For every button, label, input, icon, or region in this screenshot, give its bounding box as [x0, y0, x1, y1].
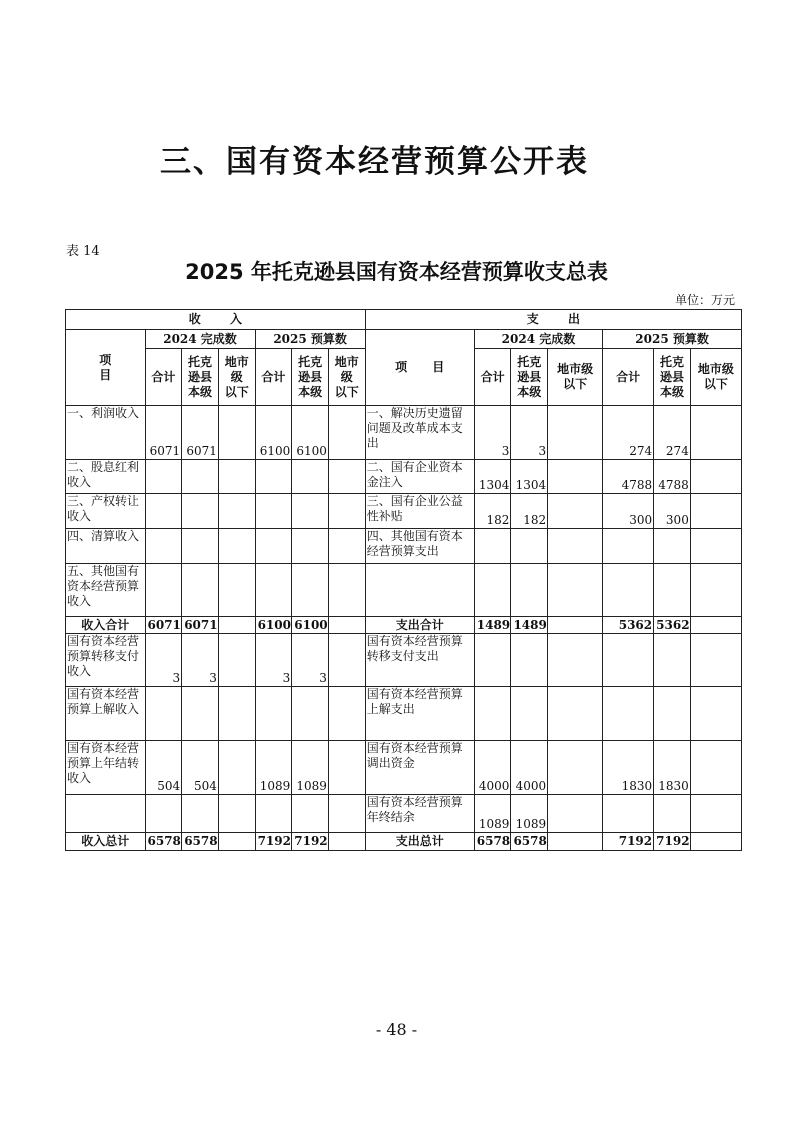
summary-row	[66, 833, 742, 851]
income-value-cell: 7192	[292, 833, 329, 851]
income-value-cell	[255, 687, 292, 741]
expense-item-label: 国有资本经营预算调出资金	[365, 741, 474, 795]
expense-value-cell: 4000	[511, 741, 548, 795]
income-value-cell	[218, 741, 255, 795]
expense-value-cell	[548, 795, 603, 833]
income-item-label: 一、利润收入	[66, 406, 146, 460]
income-value-cell: 504	[182, 741, 219, 795]
income-value-cell	[145, 795, 182, 833]
col-city: 地市 级 以下	[218, 349, 255, 406]
expense-item-label: 国有资本经营预算上解支出	[365, 687, 474, 741]
income-value-cell	[328, 529, 365, 564]
table-row	[66, 529, 742, 564]
expense-item-label: 国有资本经营预算年终结余	[365, 795, 474, 833]
expense-value-cell	[690, 687, 741, 741]
income-value-cell: 6071	[182, 406, 219, 460]
expense-value-cell	[511, 529, 548, 564]
income-value-cell	[328, 833, 365, 851]
expense-value-cell	[690, 406, 741, 460]
col-total: 合计	[145, 349, 182, 406]
expense-item-label: 二、国有企业资本金注入	[365, 460, 474, 494]
income-value-cell	[218, 687, 255, 741]
income-item-label: 收入总计	[66, 833, 146, 851]
income-value-cell: 6100	[292, 617, 329, 634]
table-body	[66, 310, 742, 851]
expense-section-header: 支 出	[365, 310, 741, 330]
expense-item-label: 支出总计	[365, 833, 474, 851]
table-row	[66, 460, 742, 494]
income-value-cell	[292, 460, 329, 494]
income-value-cell	[292, 795, 329, 833]
expense-value-cell	[690, 460, 741, 494]
expense-value-cell: 6578	[474, 833, 511, 851]
expense-item-label	[365, 564, 474, 617]
expense-value-cell	[654, 687, 691, 741]
income-value-cell	[145, 460, 182, 494]
income-value-cell	[218, 494, 255, 529]
table-row	[66, 494, 742, 529]
expense-value-cell	[511, 634, 548, 687]
income-value-cell	[255, 460, 292, 494]
expense-item-label: 一、解决历史遗留问题及改革成本支出	[365, 406, 474, 460]
income-section-header: 收 入	[66, 310, 366, 330]
expense-value-cell	[474, 634, 511, 687]
income-item-header: 项 目	[66, 330, 146, 406]
expense-value-cell: 1089	[511, 795, 548, 833]
income-value-cell	[328, 687, 365, 741]
expense-value-cell: 3	[511, 406, 548, 460]
expense-value-cell	[690, 795, 741, 833]
income-value-cell	[328, 494, 365, 529]
income-value-cell	[328, 741, 365, 795]
col-city: 地市级 以下	[548, 349, 603, 406]
income-value-cell	[328, 795, 365, 833]
income-value-cell	[328, 460, 365, 494]
income-value-cell: 6578	[182, 833, 219, 851]
expense-value-cell	[548, 617, 603, 634]
expense-value-cell	[690, 529, 741, 564]
expense-value-cell	[690, 741, 741, 795]
col-city: 地市 级 以下	[328, 349, 365, 406]
summary-row	[66, 617, 742, 634]
expense-item-label: 四、其他国有资本经营预算支出	[365, 529, 474, 564]
income-value-cell: 3	[145, 634, 182, 687]
income-value-cell	[328, 564, 365, 617]
expense-value-cell: 1830	[603, 741, 654, 795]
expense-value-cell	[690, 833, 741, 851]
expense-value-cell: 1830	[654, 741, 691, 795]
income-item-label: 收入合计	[66, 617, 146, 634]
income-value-cell: 504	[145, 741, 182, 795]
table-row	[66, 564, 742, 617]
expense-value-cell: 7192	[654, 833, 691, 851]
income-value-cell	[255, 494, 292, 529]
income-value-cell	[218, 406, 255, 460]
expense-item-label: 支出合计	[365, 617, 474, 634]
expense-value-cell	[548, 833, 603, 851]
income-item-label	[66, 795, 146, 833]
expense-2024-header: 2024 完成数	[474, 330, 602, 349]
expense-value-cell	[511, 687, 548, 741]
expense-value-cell	[603, 564, 654, 617]
expense-value-cell: 5362	[603, 617, 654, 634]
income-item-label: 国有资本经营预算上年结转收入	[66, 741, 146, 795]
income-item-label: 五、其他国有资本经营预算收入	[66, 564, 146, 617]
expense-value-cell	[548, 406, 603, 460]
expense-value-cell	[548, 741, 603, 795]
expense-value-cell	[690, 634, 741, 687]
income-value-cell	[182, 460, 219, 494]
expense-value-cell	[603, 795, 654, 833]
income-value-cell	[145, 687, 182, 741]
income-value-cell	[218, 617, 255, 634]
expense-value-cell	[548, 460, 603, 494]
expense-value-cell: 182	[474, 494, 511, 529]
expense-value-cell: 6578	[511, 833, 548, 851]
unit-label: 单位：万元	[674, 293, 735, 307]
income-item-label: 国有资本经营预算上解收入	[66, 687, 146, 741]
income-value-cell	[218, 460, 255, 494]
expense-item-label: 三、国有企业公益性补贴	[365, 494, 474, 529]
col-city: 地市级 以下	[690, 349, 741, 406]
expense-value-cell	[690, 494, 741, 529]
expense-value-cell	[474, 529, 511, 564]
header-row-groups	[66, 330, 742, 349]
income-value-cell	[218, 634, 255, 687]
expense-value-cell	[603, 529, 654, 564]
income-value-cell: 6071	[145, 617, 182, 634]
budget-summary-table	[65, 309, 742, 851]
expense-value-cell: 274	[654, 406, 691, 460]
income-value-cell: 6071	[182, 617, 219, 634]
expense-value-cell: 300	[654, 494, 691, 529]
expense-value-cell: 300	[603, 494, 654, 529]
expense-value-cell	[474, 687, 511, 741]
table-number: 表 14	[66, 244, 100, 259]
expense-2025-header: 2025 预算数	[603, 330, 742, 349]
expense-item-label: 国有资本经营预算转移支付支出	[365, 634, 474, 687]
income-value-cell	[182, 529, 219, 564]
col-county: 托克 逊县 本级	[292, 349, 329, 406]
table-row	[66, 795, 742, 833]
income-value-cell: 1089	[292, 741, 329, 795]
expense-value-cell: 1304	[511, 460, 548, 494]
income-value-cell	[182, 494, 219, 529]
expense-value-cell	[548, 564, 603, 617]
income-value-cell	[255, 529, 292, 564]
expense-value-cell	[690, 617, 741, 634]
income-value-cell	[328, 406, 365, 460]
expense-value-cell: 274	[603, 406, 654, 460]
income-value-cell	[182, 795, 219, 833]
income-value-cell	[182, 687, 219, 741]
income-2024-header: 2024 完成数	[145, 330, 255, 349]
expense-value-cell	[603, 634, 654, 687]
expense-value-cell: 4788	[654, 460, 691, 494]
col-county: 托克 逊县 本级	[654, 349, 691, 406]
income-value-cell: 3	[182, 634, 219, 687]
expense-value-cell: 1089	[474, 795, 511, 833]
table-row	[66, 406, 742, 460]
header-row-sections	[66, 310, 742, 330]
income-value-cell	[292, 687, 329, 741]
income-value-cell	[218, 529, 255, 564]
expense-value-cell: 182	[511, 494, 548, 529]
income-value-cell	[255, 795, 292, 833]
expense-value-cell: 1304	[474, 460, 511, 494]
expense-value-cell	[548, 494, 603, 529]
expense-value-cell	[654, 529, 691, 564]
table-row	[66, 687, 742, 741]
income-value-cell	[292, 494, 329, 529]
income-item-label: 三、产权转让收入	[66, 494, 146, 529]
income-value-cell: 6100	[255, 617, 292, 634]
page-heading: 三、国有资本经营预算公开表	[160, 144, 589, 180]
table-title: 2025 年托克逊县国有资本经营预算收支总表	[185, 260, 608, 284]
income-value-cell: 6100	[292, 406, 329, 460]
income-value-cell	[218, 833, 255, 851]
income-value-cell	[145, 494, 182, 529]
col-total: 合计	[255, 349, 292, 406]
page-number: - 48 -	[375, 1020, 418, 1039]
col-county: 托克 逊县 本级	[182, 349, 219, 406]
income-item-label: 国有资本经营预算转移支付收入	[66, 634, 146, 687]
income-value-cell	[328, 617, 365, 634]
expense-value-cell	[690, 564, 741, 617]
income-value-cell	[255, 564, 292, 617]
income-value-cell	[182, 564, 219, 617]
expense-value-cell	[511, 564, 548, 617]
income-value-cell	[218, 795, 255, 833]
income-item-label: 二、股息红利收入	[66, 460, 146, 494]
income-value-cell	[328, 634, 365, 687]
income-value-cell	[145, 529, 182, 564]
income-value-cell	[145, 564, 182, 617]
expense-value-cell	[654, 564, 691, 617]
expense-value-cell: 1489	[474, 617, 511, 634]
income-item-label: 四、清算收入	[66, 529, 146, 564]
income-value-cell: 1089	[255, 741, 292, 795]
expense-value-cell	[548, 529, 603, 564]
income-value-cell: 7192	[255, 833, 292, 851]
col-total: 合计	[474, 349, 511, 406]
income-value-cell	[218, 564, 255, 617]
expense-value-cell	[548, 634, 603, 687]
income-2025-header: 2025 预算数	[255, 330, 365, 349]
expense-item-header: 项 目	[365, 330, 474, 406]
expense-value-cell	[603, 687, 654, 741]
expense-value-cell	[654, 634, 691, 687]
income-value-cell: 6578	[145, 833, 182, 851]
income-value-cell: 3	[255, 634, 292, 687]
expense-value-cell	[474, 564, 511, 617]
income-value-cell: 3	[292, 634, 329, 687]
income-value-cell: 6100	[255, 406, 292, 460]
table-row	[66, 634, 742, 687]
expense-value-cell: 4788	[603, 460, 654, 494]
income-value-cell	[292, 529, 329, 564]
expense-value-cell: 5362	[654, 617, 691, 634]
expense-value-cell: 7192	[603, 833, 654, 851]
col-total: 合计	[603, 349, 654, 406]
expense-value-cell: 3	[474, 406, 511, 460]
expense-value-cell	[654, 795, 691, 833]
table-row	[66, 741, 742, 795]
income-value-cell: 6071	[145, 406, 182, 460]
expense-value-cell: 1489	[511, 617, 548, 634]
expense-value-cell	[548, 687, 603, 741]
expense-value-cell: 4000	[474, 741, 511, 795]
col-county: 托克 逊县 本级	[511, 349, 548, 406]
income-value-cell	[292, 564, 329, 617]
